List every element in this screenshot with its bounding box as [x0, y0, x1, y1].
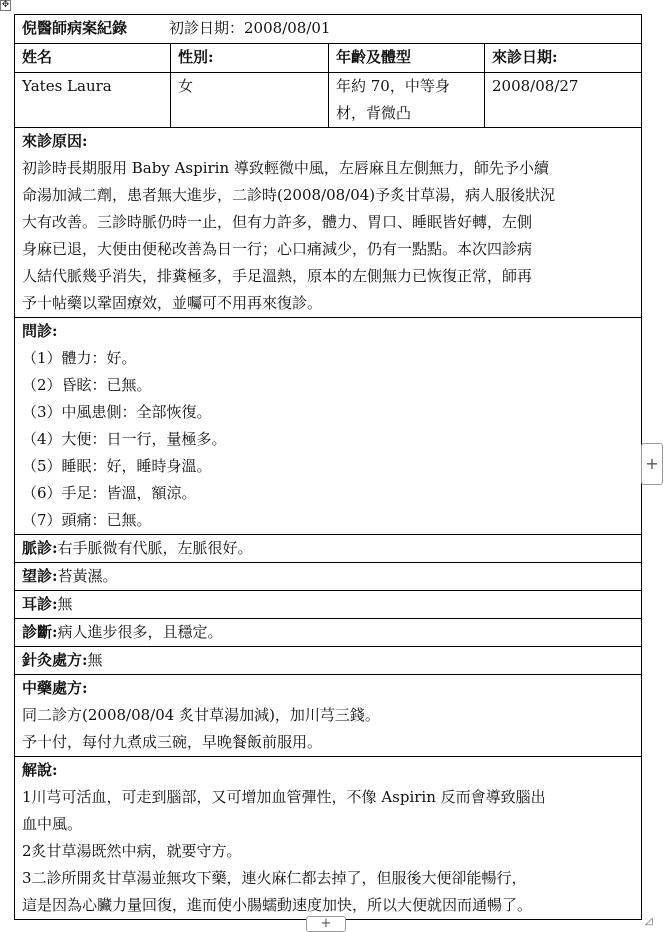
- inquiry-item: （2）昏眩：已無。: [22, 376, 152, 394]
- reason-line: 人結代脈幾乎消失，排糞極多，手足溫熱，原本的左側無力已恢復正常，師再: [22, 267, 533, 285]
- acupuncture-label: 針灸處方:: [22, 651, 88, 669]
- inquiry-item: （5）睡眠：好，睡時身溫。: [22, 457, 212, 475]
- inquiry-item: （1）體力：好。: [22, 349, 137, 367]
- patient-value-row: [15, 73, 642, 128]
- reason-line: 予十帖藥以鞏固療效，並囑可不用再來復診。: [22, 294, 323, 312]
- acupuncture-cell: [15, 647, 642, 675]
- observation-cell: [15, 563, 642, 591]
- patient-name: Yates Laura: [15, 73, 171, 128]
- header-cell: [15, 15, 642, 44]
- diagnosis-row: [15, 619, 642, 647]
- herbal-row: [15, 675, 642, 757]
- auscultation-text: 無: [57, 595, 73, 613]
- inquiry-item: （7）頭痛：已無。: [22, 511, 152, 529]
- patient-age-build: 年約 70，中等身材，背微凸: [329, 73, 485, 128]
- add-row-button[interactable]: +: [306, 916, 346, 932]
- point-text: 炙甘草湯既然中病，就要守方。: [31, 842, 242, 860]
- explanation-point: [22, 865, 634, 892]
- inquiry-title: 問診:: [22, 322, 58, 340]
- inquiry-row: [15, 318, 642, 535]
- pulse-cell: [15, 535, 642, 563]
- auscultation-label: 耳診:: [22, 595, 58, 613]
- auscultation-row: [15, 591, 642, 619]
- observation-row: [15, 563, 642, 591]
- explanation-point: [22, 838, 634, 865]
- patient-visit-date: 2008/08/27: [485, 73, 642, 128]
- reason-line: 大有改善。三診時脈仍時一止，但有力許多，體力、胃口、睡眠皆好轉，左側: [22, 213, 533, 231]
- inquiry-item: （6）手足：皆溫，額涼。: [22, 484, 197, 502]
- herbal-title: 中藥處方:: [22, 679, 88, 697]
- medical-record-table: [14, 14, 642, 920]
- diagnosis-cell: [15, 619, 642, 647]
- table-resize-handle[interactable]: ◿: [645, 916, 653, 927]
- patient-label-row: [15, 44, 642, 73]
- reason-title: 來診原因:: [22, 132, 88, 150]
- explanation-cell: [15, 757, 642, 920]
- sex-label: 性別:: [171, 44, 329, 73]
- explanation-continuation: 血中風。: [22, 815, 83, 833]
- inquiry-cell: [15, 318, 642, 535]
- herbal-line: 予十付，每付九煮成三碗，早晚餐飯前服用。: [22, 733, 323, 751]
- observation-text: 苔黃濕。: [57, 567, 118, 585]
- explanation-title: 解說:: [22, 761, 58, 779]
- point-text: 川芎可活血，可走到腦部，又可增加血管彈性，不像 Aspirin 反而會導致腦出: [31, 788, 546, 806]
- acupuncture-text: 無: [87, 651, 103, 669]
- auscultation-cell: [15, 591, 642, 619]
- pulse-row: [15, 535, 642, 563]
- explanation-row: [15, 757, 642, 920]
- diagnosis-label: 診斷:: [22, 623, 58, 641]
- explanation-point: [22, 784, 634, 811]
- acupuncture-row: [15, 647, 642, 675]
- point-number: 1: [22, 788, 32, 806]
- explanation-continuation: 這是因為心臟力量回復，進而使小腸蠕動速度加快，所以大便就因而通暢了。: [22, 896, 533, 914]
- reason-row: [15, 128, 642, 318]
- visit-date-label: 來診日期:: [485, 44, 642, 73]
- add-column-button[interactable]: +: [641, 443, 663, 485]
- point-number: 2: [22, 842, 32, 860]
- reason-line: 身麻已退，大便由便秘改善為日一行；心口痛減少，仍有一點點。本次四診病: [22, 240, 533, 258]
- reason-line: 命湯加減二劑，患者無大進步，二診時(2008/08/04)予炙甘草湯，病人服後狀況: [22, 186, 556, 204]
- pulse-text: 右手脈微有代脈，左脈很好。: [57, 539, 253, 557]
- point-number: 3: [22, 869, 32, 887]
- first-visit-date: 初診日期：2008/08/01: [169, 19, 331, 37]
- header-row: [15, 15, 642, 44]
- herbal-cell: [15, 675, 642, 757]
- table-move-handle[interactable]: ✥: [1, 0, 10, 10]
- patient-sex: 女: [171, 73, 329, 128]
- herbal-line: 同二診方(2008/08/04 炙甘草湯加減)，加川芎三錢。: [22, 706, 380, 724]
- inquiry-item: （4）大便：日一行，量極多。: [22, 430, 227, 448]
- name-label: 姓名: [15, 44, 171, 73]
- diagnosis-text: 病人進步很多，且穩定。: [57, 623, 223, 641]
- reason-line: 初診時長期服用 Baby Aspirin 導致輕微中風，左唇麻且左側無力，師先予小續: [22, 159, 549, 177]
- inquiry-item: （3）中風患側：全部恢復。: [22, 403, 212, 421]
- document-title: 倪醫師病案紀錄: [22, 19, 128, 37]
- point-text: 二診所開炙甘草湯並無攻下藥，連火麻仁都去掉了，但服後大便卻能暢行，: [31, 869, 527, 887]
- reason-cell: [15, 128, 642, 318]
- pulse-label: 脈診:: [22, 539, 58, 557]
- observation-label: 望診:: [22, 567, 58, 585]
- age-build-label: 年齡及體型: [329, 44, 485, 73]
